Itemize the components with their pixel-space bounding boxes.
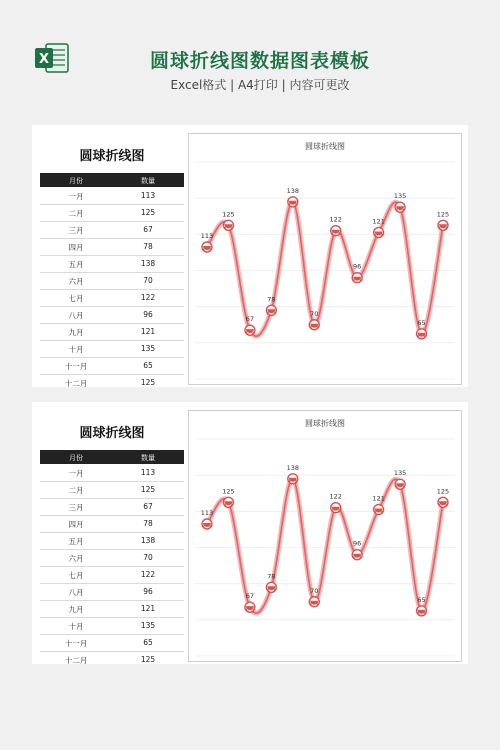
cell-qty: 67 <box>143 502 153 511</box>
table-row <box>40 617 184 635</box>
table-row <box>40 289 184 307</box>
table-row <box>40 583 184 601</box>
header-month: 月份 <box>69 177 83 185</box>
table-row <box>40 374 184 387</box>
page-subtitle: Excel格式 | A4打印 | 内容可更改 <box>170 78 350 92</box>
cell-month: 四月 <box>68 520 84 529</box>
header-month: 月份 <box>69 454 83 462</box>
data-label: 78 <box>267 295 276 304</box>
data-point <box>417 606 427 616</box>
data-point <box>438 497 448 507</box>
data-point <box>245 325 255 335</box>
table-row <box>40 600 184 618</box>
data-point <box>395 202 405 212</box>
cell-qty: 113 <box>140 191 156 200</box>
cell-qty: 121 <box>140 604 156 613</box>
table-row <box>40 634 184 652</box>
cell-qty: 65 <box>143 361 153 370</box>
data-point <box>395 479 405 489</box>
data-point <box>288 197 298 207</box>
table-row <box>40 549 184 567</box>
data-point <box>352 550 362 560</box>
cell-month: 一月 <box>68 469 84 478</box>
cell-month: 六月 <box>68 554 84 563</box>
data-label: 121 <box>372 217 385 226</box>
cell-month: 二月 <box>68 209 84 218</box>
data-point <box>266 305 276 315</box>
cell-month: 十一月 <box>64 639 88 648</box>
chart-title: 圆球折线图 <box>305 419 345 428</box>
table-row <box>40 255 184 273</box>
line-chart <box>189 411 461 661</box>
data-table <box>40 402 184 664</box>
table-header <box>40 450 184 464</box>
cell-qty: 125 <box>140 485 156 494</box>
data-table <box>40 125 184 387</box>
cell-qty: 121 <box>140 327 156 336</box>
data-point <box>202 519 212 529</box>
table-row <box>40 272 184 290</box>
chart-title: 圆球折线图 <box>305 142 345 151</box>
table-row <box>40 481 184 499</box>
cell-qty: 65 <box>143 638 153 647</box>
data-label: 125 <box>222 210 235 219</box>
chart-area <box>188 410 462 662</box>
line-chart <box>189 134 461 384</box>
table-row <box>40 357 184 375</box>
table-row <box>40 204 184 222</box>
table-row <box>40 340 184 358</box>
cell-qty: 125 <box>140 378 156 387</box>
template-panel-1 <box>32 125 468 387</box>
cell-qty: 135 <box>140 344 156 353</box>
cell-qty: 78 <box>143 242 153 251</box>
cell-qty: 125 <box>140 208 156 217</box>
cell-month: 七月 <box>68 294 84 303</box>
template-panel-2 <box>32 402 468 664</box>
data-point <box>202 242 212 252</box>
data-label: 138 <box>286 186 300 195</box>
cell-qty: 138 <box>140 536 156 545</box>
header-qty: 数量 <box>141 177 155 185</box>
data-label: 78 <box>267 572 276 581</box>
excel-icon <box>34 42 70 74</box>
data-label: 138 <box>286 463 300 472</box>
cell-qty: 122 <box>140 570 156 579</box>
cell-month: 六月 <box>68 277 84 286</box>
data-point <box>288 474 298 484</box>
table-row <box>40 238 184 256</box>
data-label: 125 <box>436 210 450 219</box>
page-title: 圆球折线图数据图表模板 <box>150 50 371 72</box>
table-row <box>40 323 184 341</box>
page-header <box>0 0 500 110</box>
cell-qty: 67 <box>143 225 153 234</box>
table-row <box>40 306 184 324</box>
data-point <box>374 228 384 238</box>
cell-month: 十二月 <box>64 379 88 387</box>
table-row <box>40 532 184 550</box>
data-point <box>417 329 427 339</box>
cell-month: 三月 <box>68 226 84 235</box>
data-point <box>438 220 448 230</box>
cell-qty: 138 <box>140 259 156 268</box>
cell-month: 三月 <box>68 503 84 512</box>
data-point <box>223 497 233 507</box>
table-title: 圆球折线图 <box>79 149 145 164</box>
series-line-glow <box>207 479 443 613</box>
data-label: 122 <box>329 215 342 224</box>
cell-month: 二月 <box>68 486 84 495</box>
table-row <box>40 515 184 533</box>
data-point <box>331 503 341 513</box>
data-point <box>245 602 255 612</box>
data-label: 125 <box>436 487 450 496</box>
data-point <box>374 505 384 515</box>
data-point <box>223 220 233 230</box>
cell-month: 九月 <box>68 605 84 614</box>
cell-month: 五月 <box>68 260 84 269</box>
cell-month: 四月 <box>68 243 84 252</box>
data-label: 65 <box>417 318 426 327</box>
cell-qty: 70 <box>143 276 153 285</box>
cell-month: 八月 <box>68 588 84 597</box>
cell-month: 十月 <box>68 622 84 631</box>
cell-qty: 70 <box>143 553 153 562</box>
data-label: 67 <box>245 315 255 324</box>
cell-month: 八月 <box>68 311 84 320</box>
data-label: 113 <box>200 508 214 517</box>
data-label: 65 <box>417 595 426 604</box>
data-label: 67 <box>245 592 255 601</box>
table-title: 圆球折线图 <box>79 426 145 441</box>
cell-month: 五月 <box>68 537 84 546</box>
data-label: 70 <box>310 586 319 595</box>
cell-qty: 96 <box>143 310 153 319</box>
series-line-glow <box>207 202 443 336</box>
data-label: 96 <box>353 262 362 271</box>
cell-month: 九月 <box>68 328 84 337</box>
data-label: 122 <box>329 492 342 501</box>
svg-text:X: X <box>38 52 50 67</box>
cell-qty: 78 <box>143 519 153 528</box>
cell-qty: 122 <box>140 293 156 302</box>
table-row <box>40 187 184 205</box>
data-point <box>309 320 319 330</box>
data-point <box>352 273 362 283</box>
data-label: 135 <box>393 469 407 478</box>
data-point <box>331 226 341 236</box>
table-row <box>40 566 184 584</box>
cell-month: 十一月 <box>64 362 88 371</box>
table-row <box>40 464 184 482</box>
cell-qty: 113 <box>140 468 156 477</box>
cell-qty: 96 <box>143 587 153 596</box>
data-point <box>309 597 319 607</box>
data-label: 113 <box>200 231 214 240</box>
data-label: 96 <box>353 539 362 548</box>
cell-qty: 125 <box>140 655 156 664</box>
table-row <box>40 221 184 239</box>
cell-qty: 135 <box>140 621 156 630</box>
header-qty: 数量 <box>141 454 155 462</box>
data-point <box>266 582 276 592</box>
data-label: 125 <box>222 487 235 496</box>
chart-area <box>188 133 462 385</box>
table-row <box>40 498 184 516</box>
data-label: 121 <box>372 494 385 503</box>
cell-month: 十月 <box>68 345 84 354</box>
data-label: 70 <box>310 309 319 318</box>
data-label: 135 <box>393 192 407 201</box>
cell-month: 一月 <box>68 192 84 201</box>
table-header <box>40 173 184 187</box>
table-row <box>40 651 184 664</box>
cell-month: 七月 <box>68 571 84 580</box>
cell-month: 十二月 <box>64 656 88 664</box>
